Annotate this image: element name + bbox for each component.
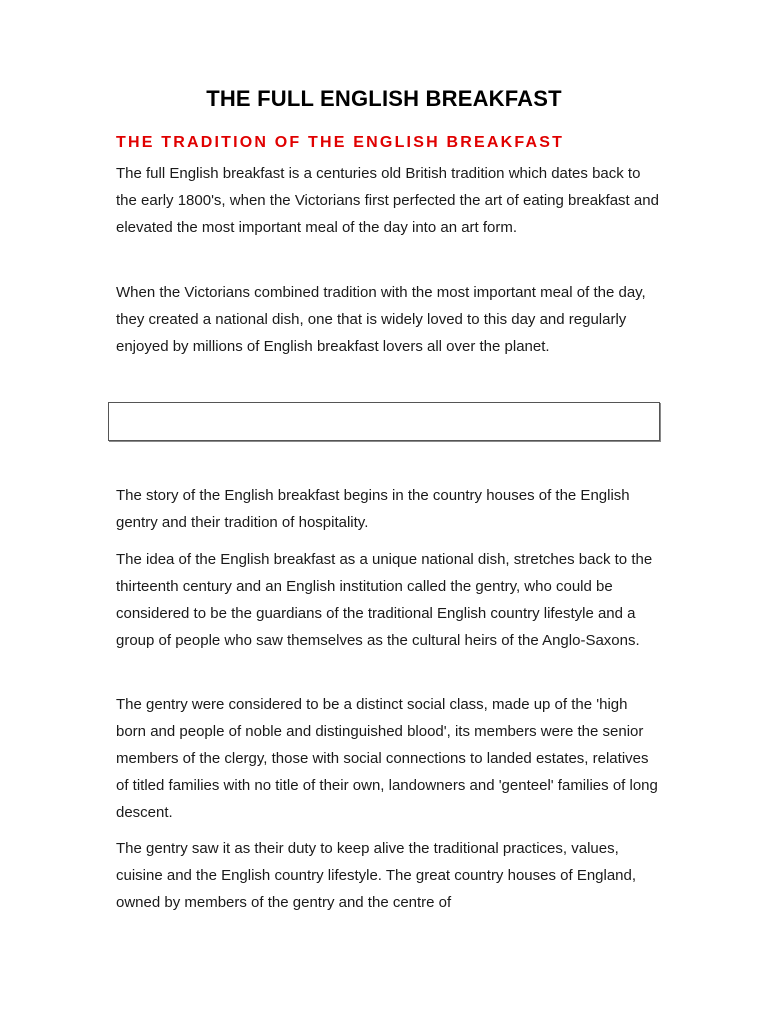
paragraph-3: The story of the English breakfast begins in the country houses of the English gentry and their tradition of hospitality. xyxy=(116,487,630,531)
paragraph-4: The idea of the English breakfast as a unique national dish, stretches back to the thirteenth century and an English institution called the gentry, who could be considered to be the guardians of the traditional English country lifestyle and a group of people who saw themselves as the cultural heirs of the Anglo-Saxons. xyxy=(116,551,653,649)
section-heading: THE TRADITION OF THE ENGLISH BREAKFAST xyxy=(116,134,565,151)
document-title: THE FULL ENGLISH BREAKFAST xyxy=(206,86,562,111)
paragraph-1: The full English breakfast is a centuries old British tradition which dates back to the early 1800's, when the Victorians first perfected the art of eating breakfast and elevated the most important meal of the day into an art form. xyxy=(116,165,659,236)
paragraph-6: The gentry saw it as their duty to keep alive the traditional practices, values, cuisine and the English country lifestyle. The great country houses of England, owned by members of the gentry and the centre of xyxy=(116,840,637,911)
empty-text-box xyxy=(108,402,660,441)
paragraph-2: When the Victorians combined tradition with the most important meal of the day, they created a national dish, one that is widely loved to this day and regularly enjoyed by millions of English breakfast lovers all over the planet. xyxy=(116,284,646,355)
paragraph-5: The gentry were considered to be a distinct social class, made up of the 'high born and people of noble and distinguished blood', its members were the senior members of the clergy, those with social connections to landed estates, relatives of titled families with no title of their own, landowners and 'genteel' families of long descent. xyxy=(116,696,658,821)
